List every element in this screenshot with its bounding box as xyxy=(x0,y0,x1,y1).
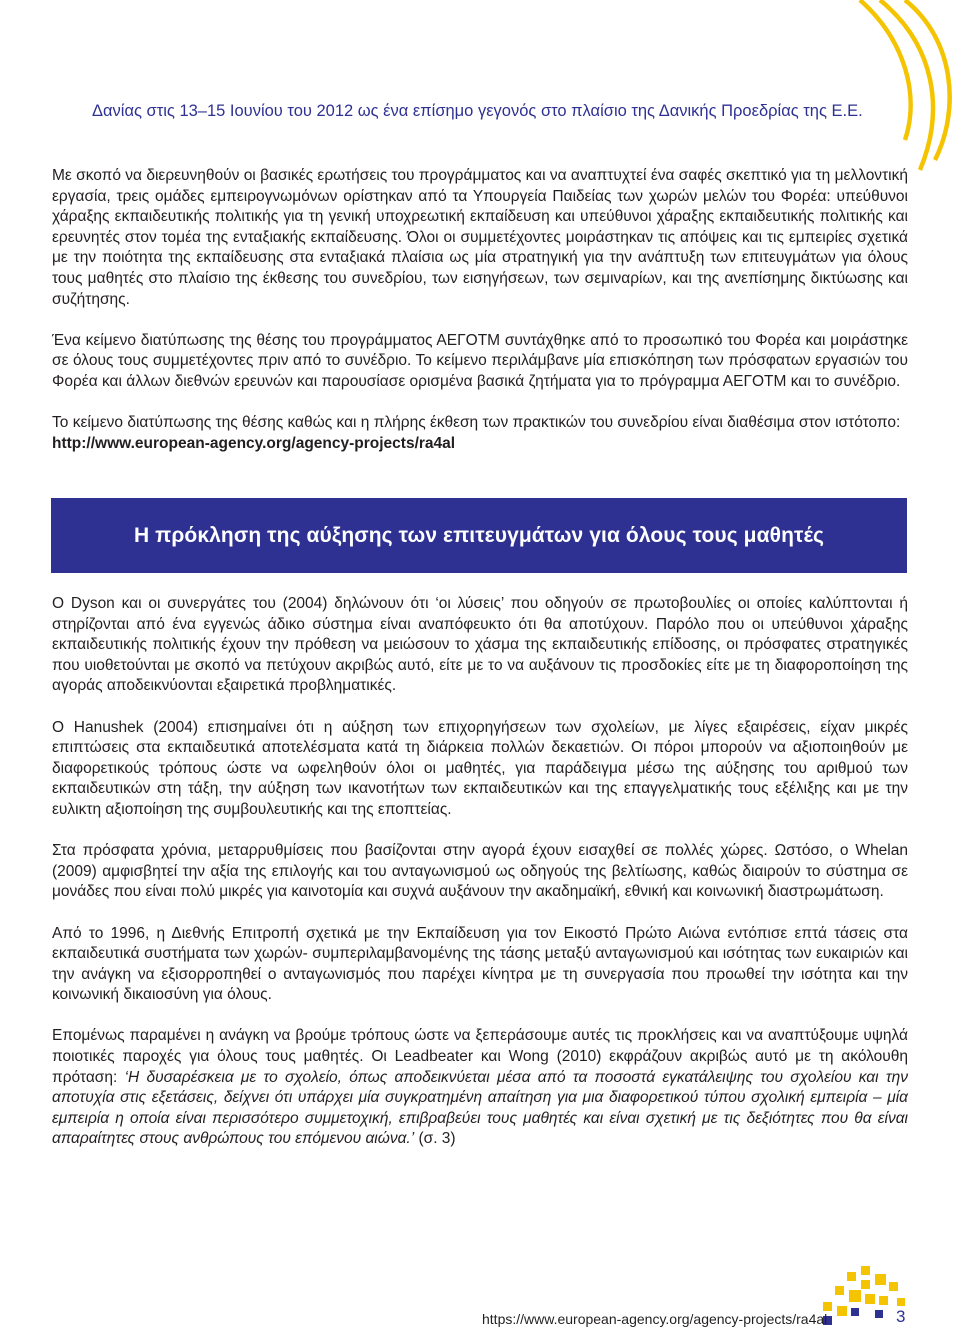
paragraph: Ο Dyson και οι συνεργάτες του (2004) δηλώνουν ότι ‘οι λύσεις’ που οδηγούν σε πρωτοβουλίες οι οποίες καλύπτονται ή στηρίζονται από ένα εγγενώς άδικο σύστημα είναι αναπόφευκτο ότι θα αποτύχουν. Παρόλο που οι υπεύθυνοι χάραξης εκπαιδευτικής πολιτικής έχουν την πρόθεση να μειώσουν το χάσμα της εκπαιδευτικής επίδοσης, οι πρόσφατες στρατηγικές που υιοθετούνται με σκοπό να πετύχουν ακριβώς αυτό, είτε με το να αυξάνουν τις προσδοκίες είτε με τη διαφοροποίηση της αγοράς αποδεικνύονται εξαιρετικά προβληματικές. xyxy=(52,595,908,695)
footer-url[interactable]: https://www.european-agency.org/agency-projects/ra4al xyxy=(482,1311,828,1327)
agency-project-link[interactable]: http://www.european-agency.org/agency-projects/ra4al xyxy=(52,434,456,452)
paragraph: Ένα κείμενο διατύπωσης της θέσης του προγράμματος ΑΕΓΟΤΜ συντάχθηκε από το προσωπικό του Φορέα και μοιράστηκε σε όλους τους συμμετέχοντες πριν από το συνέδριο. Το κείμενο περιλάμβανε μία επισκόπηση των πρόσφατων εργασιών του Φορέα και άλλων διεθνών ερευνών και παρουσίασε ορισμένα βασικά ζητήματα για το πρόγραμμα ΑΕΓΟΤΜ και το συνέδριο. xyxy=(52,331,908,390)
paragraph: Στα πρόσφατα χρόνια, μεταρρυθμίσεις που βασίζονται στην αγορά έχουν εισαχθεί σε πολλές χώρες. Ωστόσο, ο Whelan (2009) αμφισβητεί την αξία της επιλογής και του ανταγωνισμού ως οδηγούς της βελτίωσης, καθώς διαιρούν το σύστημα σε μονάδες που είναι πολύ μικρές για καινοτομία και συχνά αυξάνουν την ακαδημαϊκή, εθνική και κοινωνική διαστρωμάτωση. xyxy=(52,842,908,901)
section-heading: Η πρόκληση της αύξησης των επιτευγμάτων για όλους τους μαθητές xyxy=(133,523,825,547)
paragraph: Από το 1996, η Διεθνής Επιτροπή σχετικά με την Εκπαίδευση για τον Εικοστό Πρώτο Αιώνα εντόπισε επτά τάσεις στα εκπαιδευτικά συστήματα των χωρών- συμπεριλαμβανομένης της τάσης μεταξύ ανταγωνισμού και ισότητας των ευκαιριών και την ανάγκη να εξισορροπηθεί ο ανταγωνισμός που παρέχει κίνητρα με τη συνεργασία που προωθεί την ισότητα και την κοινωνική δικαιοσύνη για όλους. xyxy=(52,924,908,1004)
agency-logo-icon xyxy=(815,1262,960,1332)
paragraph: Με σκοπό να διερευνηθούν οι βασικές ερωτήσεις του προγράμματος και να αναπτυχτεί ένα σαφές σκεπτικό για τη μελλοντική εργασία, τρεις ομάδες εμπειρογνωμόνων ορίστηκαν από τα Υπουργεία Παιδείας των χωρών μελών του Φορέα: υπεύθυνοι χάραξης εκπαιδευτικής πολιτικής για τη γενική υποχρεωτική εκπαίδευση και υπεύθυνοι χάραξης εκπαιδευτικής πολιτικής και ερευνητές στον τομέα της ενταξιακής εκπαίδευσης. Όλοι οι συμμετέχοντες μοιράστηκαν τις απόψεις και τις εμπειρίες σχετικά με την ποιότητα της εκπαίδευσης στα ενταξιακά πλαίσια ως μία στρατηγική για την ανάπτυξη των επιτευγμάτων για όλους τους μαθητές στο πλαίσιο της έκθεσης του συνεδρίου, των εισηγήσεων, των σεμιναρίων, και της ανεπίσημης δικτύωσης και συζήτησης. xyxy=(52,167,908,308)
intro-text: Δανίας στις 13–15 Ιουνίου του 2012 ως ένα επίσημο γεγονός στο πλαίσιο της Δανικής Προεδρίας της Ε.Ε. xyxy=(92,102,863,120)
paragraph-quote xyxy=(52,1026,908,1150)
availability-text: Το κείμενο διατύπωσης της θέσης καθώς και η πλήρης έκθεση των πρακτικών του συνεδρίου είναι διαθέσιμα στον ιστότοπο: xyxy=(52,414,901,432)
quote-text: ‘Η δυσαρέσκεια με το σχολείο, όπως αποδεικνύεται μέσα από τα ποσοστά εγκατάλειψης του σχολείου και την αποτυχία στις εξετάσεις, δείχνει ότι υπάρχει μία συγκρατημένη απαίτηση για μια διαφορετικού τύπου σχολική εμπειρία – μία εμπειρία η οποία είναι περισσότερο συμμετοχική, επιβραβεύει τους μαθητές και είναι σχετική με τις δεξιότητες που θα είναι απαραίτητες στους ανθρώπους του επόμενου αιώνα.’ xyxy=(52,1068,909,1148)
section-challenge-paragraphs xyxy=(52,594,908,1150)
page-number: 3 xyxy=(896,1307,906,1326)
quote-lead: Επομένως παραμένει η ανάγκη να βρούμε τρόπους ώστε να ξεπεράσουμε αυτές τις προκλήσεις και να αναπτύξουμε υψηλά ποιοτικές παροχές για όλους τους μαθητές. Οι Leadbeater και Wong (2010) εκφράζουν ακριβώς αυτό με τη ακόλουθη πρόταση: xyxy=(52,1027,908,1086)
paragraph-availability xyxy=(52,413,908,454)
paragraph: Ο Hanushek (2004) επισημαίνει ότι η αύξηση των επιχορηγήσεων των σχολείων, με λίγες εξαιρέσεις, είχαν μικρές επιπτώσεις στα εκπαιδευτικά αποτελέσματα κατά τη διάρκεια πολλών δεκαετιών. Οι πόροι μπορούν να αξιοποιηθούν με διαφορετικούς τρόπους ώστε να ωφεληθούν όλοι οι μαθητές, για παράδειγμα μέσω της αύξησης του αριθμού των εκπαιδευτικών στη τάξη, την αύξηση των ικανοτήτων των εκπαιδευτικών και της επαγγελματικής τους εξέλιξης και με την ευλικτη αξιοποίηση της συμβουλευτικής και της εποπτείας. xyxy=(52,718,908,818)
decorative-arcs xyxy=(0,0,960,180)
quote-citation: (σ. 3) xyxy=(414,1130,456,1148)
section-heading-banner xyxy=(51,498,907,573)
section-intro-paragraphs xyxy=(52,166,908,454)
